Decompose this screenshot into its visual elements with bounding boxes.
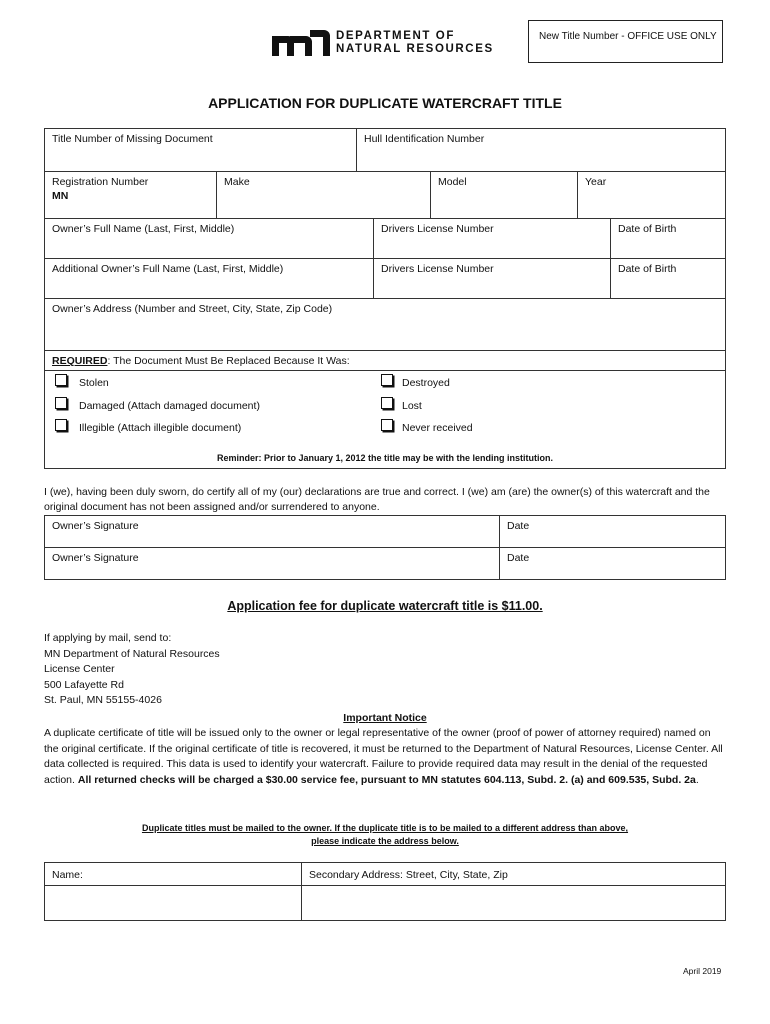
mail-line-1: MN Department of Natural Resources [44,647,220,660]
owner-name-label: Owner’s Full Name (Last, First, Middle) [52,223,235,235]
notice-end: . [695,773,699,786]
form-title: APPLICATION FOR DUPLICATE WATERCRAFT TITLE [208,95,562,111]
lost-label: Lost [402,400,422,412]
owner-license-field[interactable] [373,218,611,259]
date-1-label: Date [507,520,530,532]
name-label: Name: [52,869,83,881]
damaged-checkbox[interactable] [55,397,67,409]
mail-intro: If applying by mail, send to: [44,632,172,644]
year-label: Year [585,176,607,188]
model-field[interactable] [430,171,578,219]
illegible-checkbox[interactable] [55,419,67,431]
damaged-label: Damaged (Attach damaged document) [79,400,260,412]
office-use-label: New Title Number - OFFICE USE ONLY [539,31,717,42]
dnr-logo [272,30,494,56]
stolen-checkbox[interactable] [55,374,67,386]
hull-id-field[interactable] [356,128,726,172]
secondary-address-label: Secondary Address: Street, City, State, Zip [309,869,508,881]
hull-id-label: Hull Identification Number [364,133,485,145]
addl-owner-dob-label: Date of Birth [618,263,677,275]
important-notice-title: Important Notice [343,712,427,724]
addl-owner-dob-field[interactable] [610,258,726,299]
owner-address-field[interactable] [44,298,726,351]
duplicate-mail-note [0,822,770,848]
notice-text: A duplicate certificate of title will be issued only to the owner or legal representative of the owner (proof of power of attorney required) named on the original certificate. If the original certificate of title is recovered, it must be returned to the Department of Natural Resources, License Center. All data collected is required. This data is used to identify your watercraft. Failure to provide required data may result in the denial of the requested action. [44,727,723,786]
owner-dob-field[interactable] [610,218,726,259]
addl-owner-name-field[interactable] [44,258,374,299]
name-input[interactable] [44,885,302,921]
name-header [44,862,302,886]
mail-line-3: 500 Lafayette Rd [44,678,124,691]
office-use-box[interactable] [528,20,723,63]
model-label: Model [438,176,467,188]
never-received-label: Never received [402,422,473,434]
owner-address-label: Owner’s Address (Number and Street, City, State, Zip Code) [52,303,333,315]
notice-bold-text: All returned checks will be charged a $30.00 service fee, pursuant to MN statutes 604.113, Subd. 2. (a) and 609.535, Subd. 2a [77,773,696,786]
never-received-checkbox[interactable] [381,419,393,431]
signature-2-label: Owner’s Signature [52,552,139,564]
lending-reminder: Reminder: Prior to January 1, 2012 the title may be with the lending institution. [216,453,554,463]
addl-owner-name-label: Additional Owner’s Full Name (Last, First, Middle) [52,263,284,275]
title-number-field[interactable] [44,128,357,172]
make-field[interactable] [216,171,431,219]
required-text: : The Document Must Be Replaced Because It Was: [107,355,350,367]
destroyed-checkbox[interactable] [381,374,393,386]
mailing-address [44,631,220,709]
destroyed-label: Destroyed [402,377,450,389]
required-label: REQUIRED [52,355,108,367]
dup-note-line-2: please indicate the address below. [311,836,459,846]
signature-2-date[interactable] [499,547,726,580]
form-date: April 2019 [683,966,722,976]
owner-signature-1[interactable] [44,515,500,548]
registration-prefix: MN [52,190,69,202]
make-label: Make [224,176,250,188]
registration-number-label: Registration Number [52,176,149,188]
registration-number-field[interactable] [44,171,217,219]
owner-signature-2[interactable] [44,547,500,580]
logo-line-1: DEPARTMENT OF [336,30,455,42]
title-number-label: Title Number of Missing Document [52,133,213,145]
illegible-label: Illegible (Attach illegible document) [79,422,242,434]
addl-owner-license-label: Drivers License Number [381,263,494,275]
owner-name-field[interactable] [44,218,374,259]
owner-dob-label: Date of Birth [618,223,677,235]
application-fee: Application fee for duplicate watercraft title is $11.00. [227,599,543,613]
stolen-label: Stolen [79,377,109,389]
mail-line-4: St. Paul, MN 55155-4026 [44,694,162,707]
declaration-text: I (we), having been duly sworn, do certify all of my (our) declarations are true and correct. I (we) am (are) the owner(s) of this watercraft and the original document has not been assigned and/or surrendered to anyone. [44,486,710,513]
reason-header [44,350,726,371]
mail-line-2: License Center [44,663,115,676]
logo-line-2: NATURAL RESOURCES [336,43,494,55]
secondary-address-header [301,862,726,886]
date-2-label: Date [507,552,530,564]
lost-checkbox[interactable] [381,397,393,409]
mn-logo-icon [272,30,330,56]
owner-license-label: Drivers License Number [381,223,494,235]
addl-owner-license-field[interactable] [373,258,611,299]
signature-1-label: Owner’s Signature [52,520,139,532]
dup-note-line-1: Duplicate titles must be mailed to the owner. If the duplicate title is to be mailed to a different address than above, [141,823,629,833]
secondary-address-input[interactable] [301,885,726,921]
important-notice-body [44,726,728,788]
year-field[interactable] [577,171,726,219]
signature-1-date[interactable] [499,515,726,548]
